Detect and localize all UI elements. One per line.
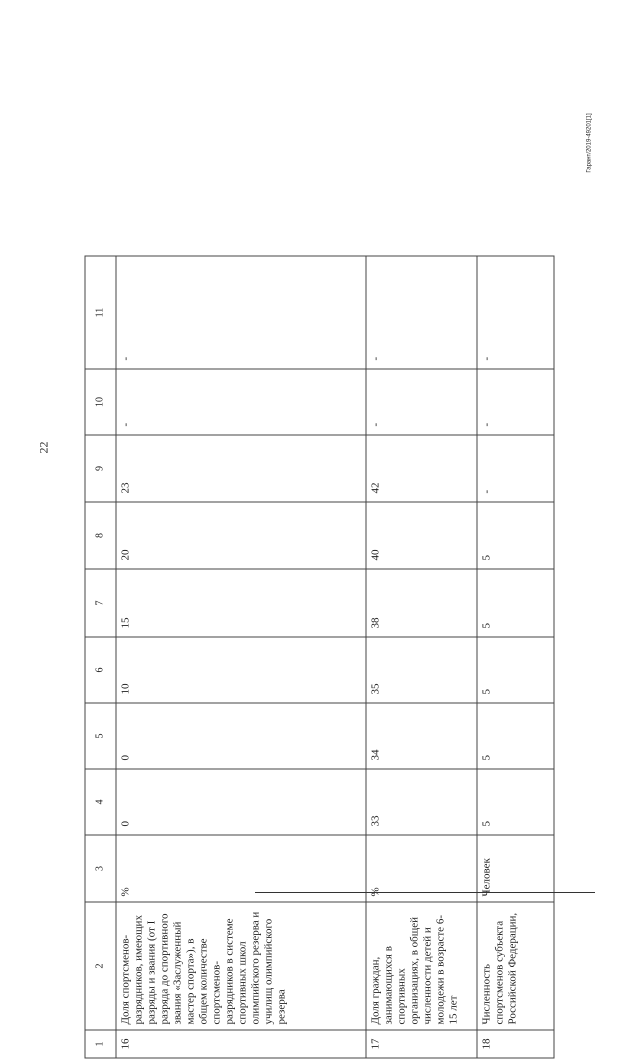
value-cell: - bbox=[477, 256, 554, 369]
row-number: 18 bbox=[477, 1030, 554, 1058]
column-header: 9 bbox=[85, 435, 116, 502]
value-cell: 20 bbox=[116, 502, 366, 569]
indicator-name: Доля спортсменов-разрядников, имеющих разряды и звания (от I разряда до спортивного звания «Заслуженный мастер спорта»), в общем количестве спортсменов-разрядников в системе спортивных школ олимпийского резерва и училищ олимпийского резерва bbox=[116, 902, 366, 1030]
value-cell: 5 bbox=[477, 637, 554, 703]
unit-cell: % bbox=[366, 835, 477, 902]
column-header: 10 bbox=[85, 369, 116, 435]
row-number: 17 bbox=[366, 1030, 477, 1058]
table-header-row bbox=[85, 256, 116, 1058]
column-header: 5 bbox=[85, 703, 116, 769]
footer-rule bbox=[255, 892, 595, 893]
value-cell: 5 bbox=[477, 502, 554, 569]
indicators-table-wrap bbox=[85, 277, 528, 1059]
column-header: 1 bbox=[85, 1030, 116, 1058]
value-cell: - bbox=[116, 256, 366, 369]
indicator-name: Доля граждан, занимающихся в спортивных организациях, в общей численности детей и молодежи в возрасте 6-15 лет bbox=[366, 902, 477, 1030]
unit-cell: Человек bbox=[477, 835, 554, 902]
column-header: 4 bbox=[85, 769, 116, 835]
value-cell: 23 bbox=[116, 435, 366, 502]
table-row bbox=[116, 256, 366, 1058]
value-cell: 40 bbox=[366, 502, 477, 569]
document-stamp: Гарант/2019-49201[1] bbox=[586, 113, 593, 173]
table-row bbox=[366, 256, 477, 1058]
value-cell: - bbox=[477, 435, 554, 502]
row-number: 16 bbox=[116, 1030, 366, 1058]
indicator-name: Численность спортсменов субъекта Российской Федерации, bbox=[477, 902, 554, 1030]
value-cell: 33 bbox=[366, 769, 477, 835]
column-header: 3 bbox=[85, 835, 116, 902]
value-cell: 35 bbox=[366, 637, 477, 703]
value-cell: 0 bbox=[116, 703, 366, 769]
indicators-table bbox=[85, 256, 555, 1059]
column-header: 2 bbox=[85, 902, 116, 1030]
value-cell: - bbox=[366, 256, 477, 369]
value-cell: 38 bbox=[366, 569, 477, 637]
column-header: 7 bbox=[85, 569, 116, 637]
value-cell: 5 bbox=[477, 769, 554, 835]
value-cell: 10 bbox=[116, 637, 366, 703]
value-cell: - bbox=[477, 369, 554, 435]
value-cell: 42 bbox=[366, 435, 477, 502]
value-cell: 5 bbox=[477, 569, 554, 637]
value-cell: 5 bbox=[477, 703, 554, 769]
table-row bbox=[477, 256, 554, 1058]
page-number: 22 bbox=[36, 441, 51, 454]
value-cell: - bbox=[366, 369, 477, 435]
value-cell: - bbox=[116, 369, 366, 435]
column-header: 8 bbox=[85, 502, 116, 569]
value-cell: 15 bbox=[116, 569, 366, 637]
value-cell: 0 bbox=[116, 769, 366, 835]
unit-cell: % bbox=[116, 835, 366, 902]
column-header: 11 bbox=[85, 256, 116, 369]
column-header: 6 bbox=[85, 637, 116, 703]
value-cell: 34 bbox=[366, 703, 477, 769]
